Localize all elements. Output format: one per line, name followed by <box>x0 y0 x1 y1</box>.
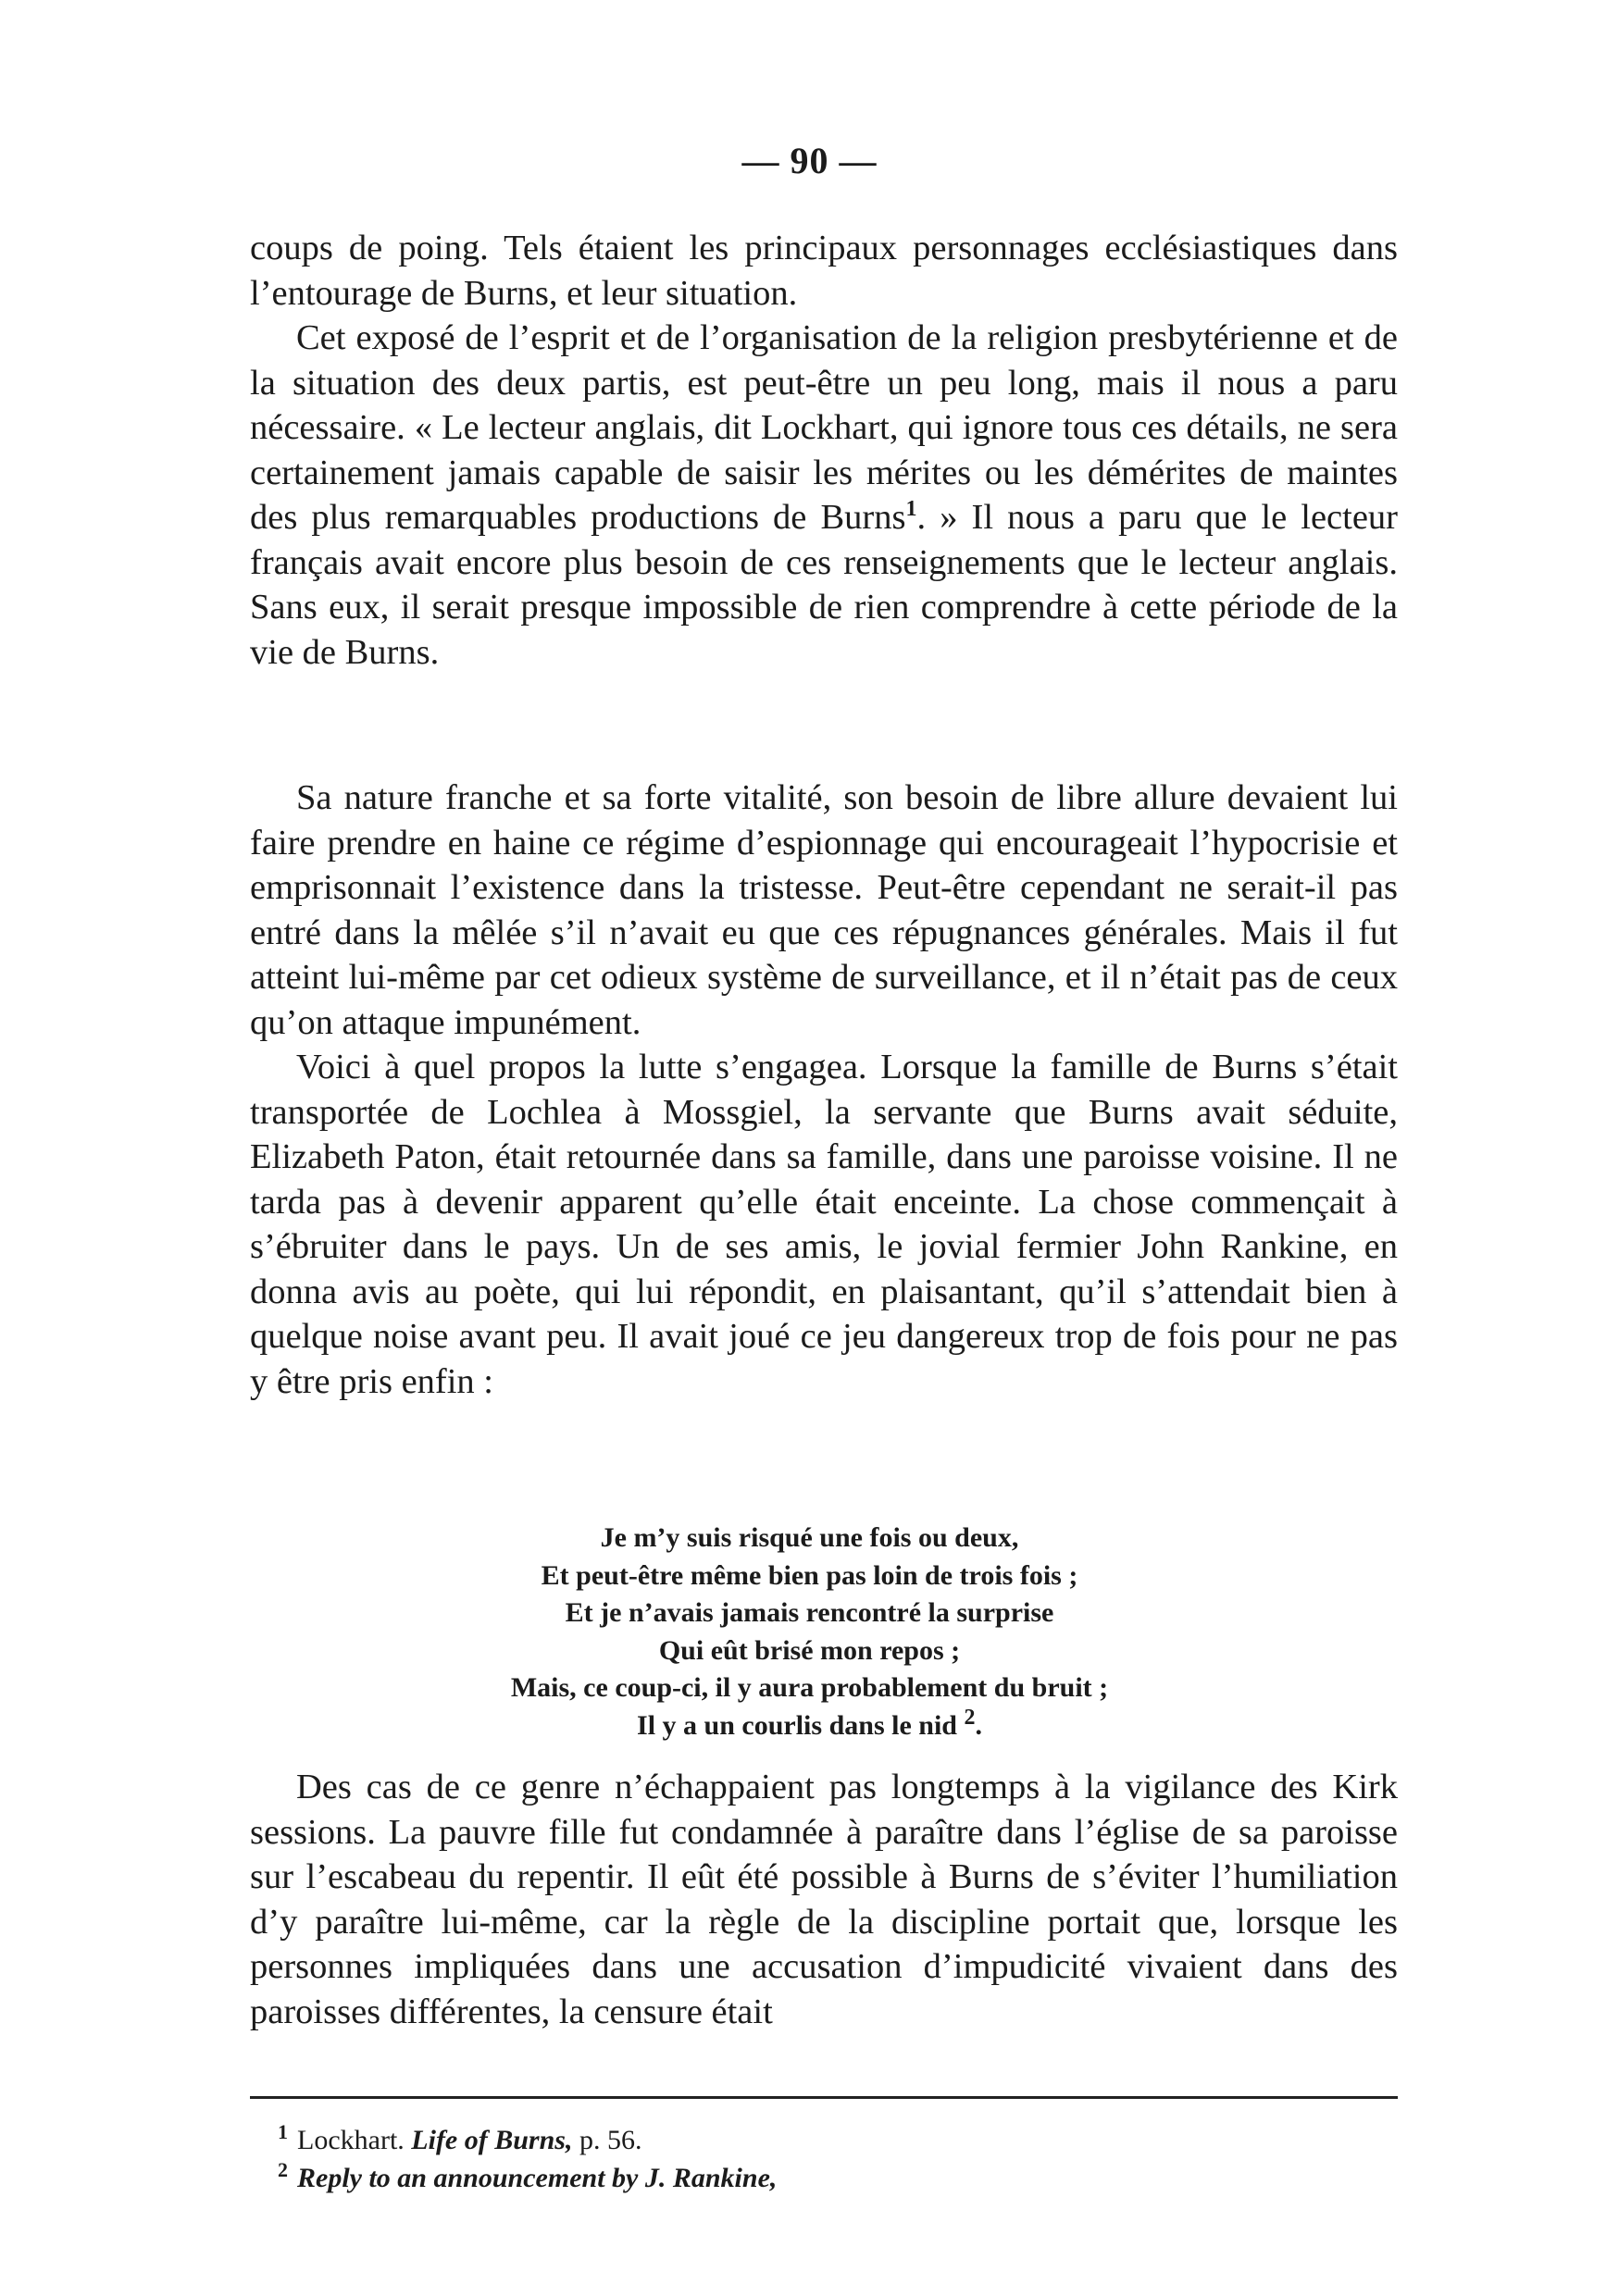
paragraph-text: Cet exposé de l’esprit et de l’organisation de la religion presbytérienne et de la situation des deux partis, est peut-être un peu long, mais il nous a paru nécessaire. « Le lecteur anglais, dit Lockhart, qui ignore tous ces détails, ne sera certainement jamais capable de saisir les mérites ou les démérites de maintes des plus remarquables productions de Burns <box>250 318 1398 537</box>
page-number: — 90 — <box>741 140 878 181</box>
text-block-1 <box>250 226 1398 675</box>
text-block-3 <box>250 1765 1398 2034</box>
paragraph: Sa nature franche et sa forte vitalité, son besoin de libre allure devaient lui faire prendre en haine ce régime d’espionnage qui encourageait l’hypocrisie et emprisonnait l’existence dans la tristesse. Peut-être cependant ne serait-il pas entré dans la mêlée s’il n’avait eu que ces répugnances générales. Mais il fut atteint lui-même par cet odieux système de surveillance, et il n’était pas de ceux qu’on attaque impunément. <box>250 778 1398 1042</box>
poem-line <box>0 1707 1619 1745</box>
paragraph: coups de poing. Tels étaient les principaux personnages ecclésiastiques dans l’entourage de Burns, et leur situation. <box>250 229 1398 313</box>
footnote-ref-2[interactable]: 2 <box>964 1705 976 1730</box>
paragraph: Voici à quel propos la lutte s’engagea. Lorsque la famille de Burns s’était transportée de Lochlea à Mossgiel, la servante que Burns avait séduite, Elizabeth Paton, était retournée dans sa famille, dans une paroisse voisine. Il ne tarda pas à devenir apparent qu’elle était enceinte. La chose commençait à s’ébruiter dans le pays. Un de ses amis, le jovial fermier John Rankine, en donna avis au poète, qui lui répondit, en plaisantant, qu’il s’attendait bien à quelque noise avant peu. Il avait joué ce jeu dangereux trop de fois pour ne pas y être pris enfin : <box>250 1048 1398 1401</box>
footnote-number: 2 <box>278 2158 288 2181</box>
poem-line-end: . <box>975 1709 982 1741</box>
paragraph-text: . » Il nous a paru que le lecteur français avait encore plus besoin de ces renseignements que le lecteur anglais. Sans eux, il serait presque impossible de rien comprendre à cette période de la vie de Burns. <box>250 498 1398 672</box>
footnote-divider <box>250 2096 1398 2099</box>
footnote-author: Lockhart. <box>297 2125 405 2155</box>
footnote-number: 1 <box>278 2120 288 2143</box>
paragraph <box>250 316 1398 675</box>
poem-line-text: Il y a un courlis dans le nid <box>637 1709 957 1741</box>
poem-line: Et je n’avais jamais rencontré la surprise <box>565 1597 1054 1628</box>
poem-line: Mais, ce coup-ci, il y aura probablement du bruit ; <box>510 1672 1109 1703</box>
footnote-title: Reply to an announcement by J. Rankine, <box>297 2163 778 2193</box>
footnote-1 <box>278 2121 1389 2159</box>
poem-line: Qui eût brisé mon repos ; <box>658 1634 961 1666</box>
poem-line: Et peut-être même bien pas loin de trois fois ; <box>541 1559 1078 1591</box>
poem-quote <box>0 1520 1619 1744</box>
footnote-page: p. 56. <box>572 2125 642 2155</box>
footnotes <box>278 2121 1389 2197</box>
text-block-2 <box>250 776 1398 1404</box>
footnote-title: Life of Burns, <box>411 2125 573 2155</box>
paragraph: Des cas de ce genre n’échappaient pas longtemps à la vigilance des Kirk sessions. La pauvre fille fut condamnée à paraître dans l’église de sa paroisse sur l’escabeau du repentir. Il eût été possible à Burns de s’éviter l’humiliation d’y paraître lui-même, car la règle de la discipline portait que, lorsque les personnes impliquées dans une accusation d’impudicité vivaient dans des paroisses différentes, la censure était <box>250 1768 1398 2031</box>
footnote-ref-1[interactable]: 1 <box>905 497 917 522</box>
footnote-2 <box>278 2159 1389 2197</box>
poem-line: Je m’y suis risqué une fois ou deux, <box>600 1522 1019 1553</box>
